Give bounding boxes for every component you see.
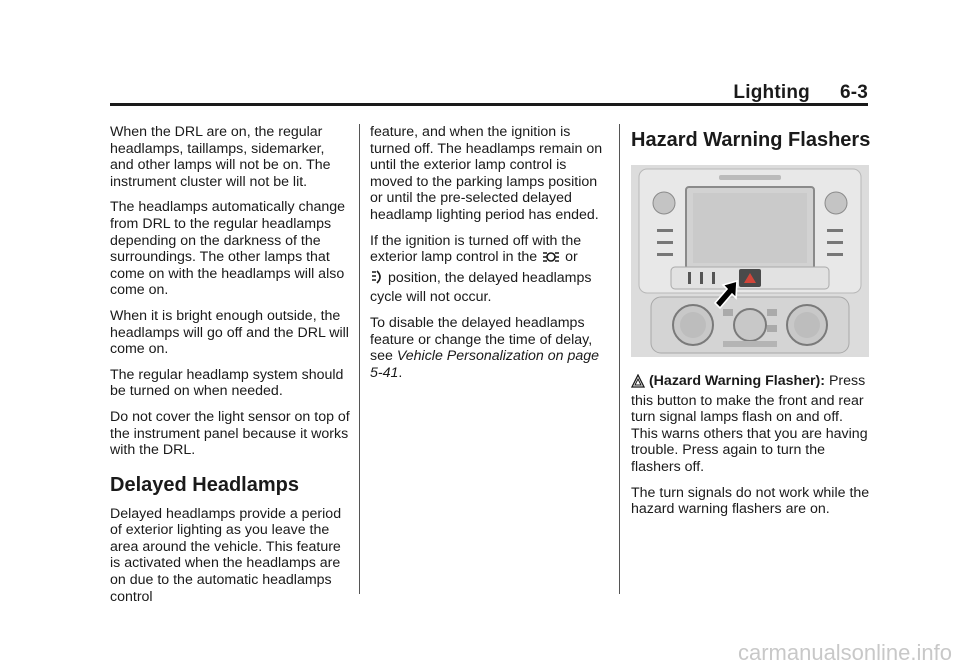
section-title: Lighting [733, 82, 810, 103]
section-heading: Hazard Warning Flashers [631, 129, 871, 151]
paragraph: To disable the delayed headlamps feature or change the time of delay, see Vehicle Personalization on page 5-41. [370, 314, 600, 381]
paragraph: (Hazard Warning Flasher): Press this button to make the front and rear turn signal lamps flash on and off. This warns others that you are having trouble. Press again to turn the flashers off. [631, 373, 868, 475]
paragraph: The regular headlamp system should be turned on when needed. [110, 366, 344, 400]
control-label: (Hazard Warning Flasher): [648, 373, 826, 389]
center-console-photo [631, 165, 869, 357]
paragraph: The headlamps automatically change from DRL to the regular headlamps depending on the darkness of the surroundings. The other lamps that come on with the headlamps will also come on. [110, 199, 346, 299]
parking-lamp-icon [541, 250, 561, 269]
column-divider [619, 124, 620, 594]
watermark: carmanualsonline.info [737, 640, 952, 665]
paragraph: feature, and when the ignition is turned off. The headlamps remain on until the exterior lamp control is moved to the parking lamps position or until the pre-selected delayed headlamp lighting period has ended. [370, 124, 603, 223]
header-rule [110, 103, 868, 106]
section-heading: Delayed Headlamps [110, 473, 299, 496]
page-number: 6-3 [839, 82, 868, 103]
column-3 [631, 124, 871, 527]
column-divider [359, 124, 360, 594]
paragraph: If the ignition is turned off with the exterior lamp control in the or position, the delayed headlamps cycle will not occur. [370, 232, 592, 306]
running-head [733, 82, 868, 104]
column-2 [370, 124, 610, 390]
hazard-triangle-icon [631, 374, 645, 393]
paragraph: When the DRL are on, the regular headlamps, taillamps, sidemarker, and other lamps will not be on. The instrument cluster will not be lit. [110, 124, 331, 190]
page-header [110, 80, 868, 104]
paragraph: Delayed headlamps provide a period of exterior lighting as you leave the area around the vehicle. This feature is activated when the headlamps are on due to the automatic headlamps control [110, 505, 342, 605]
paragraph: The turn signals do not work while the hazard warning flashers are on. [631, 484, 870, 518]
cross-reference-link[interactable]: Vehicle Personalization on page 5-41 [370, 348, 600, 381]
paragraph: Do not cover the light sensor on top of the instrument panel because it works with the DRL. [110, 408, 350, 459]
column-1 [110, 124, 350, 614]
paragraph: When it is bright enough outside, the headlamps will go off and the DRL will come on. [110, 307, 349, 358]
auto-headlamp-icon [370, 269, 384, 290]
